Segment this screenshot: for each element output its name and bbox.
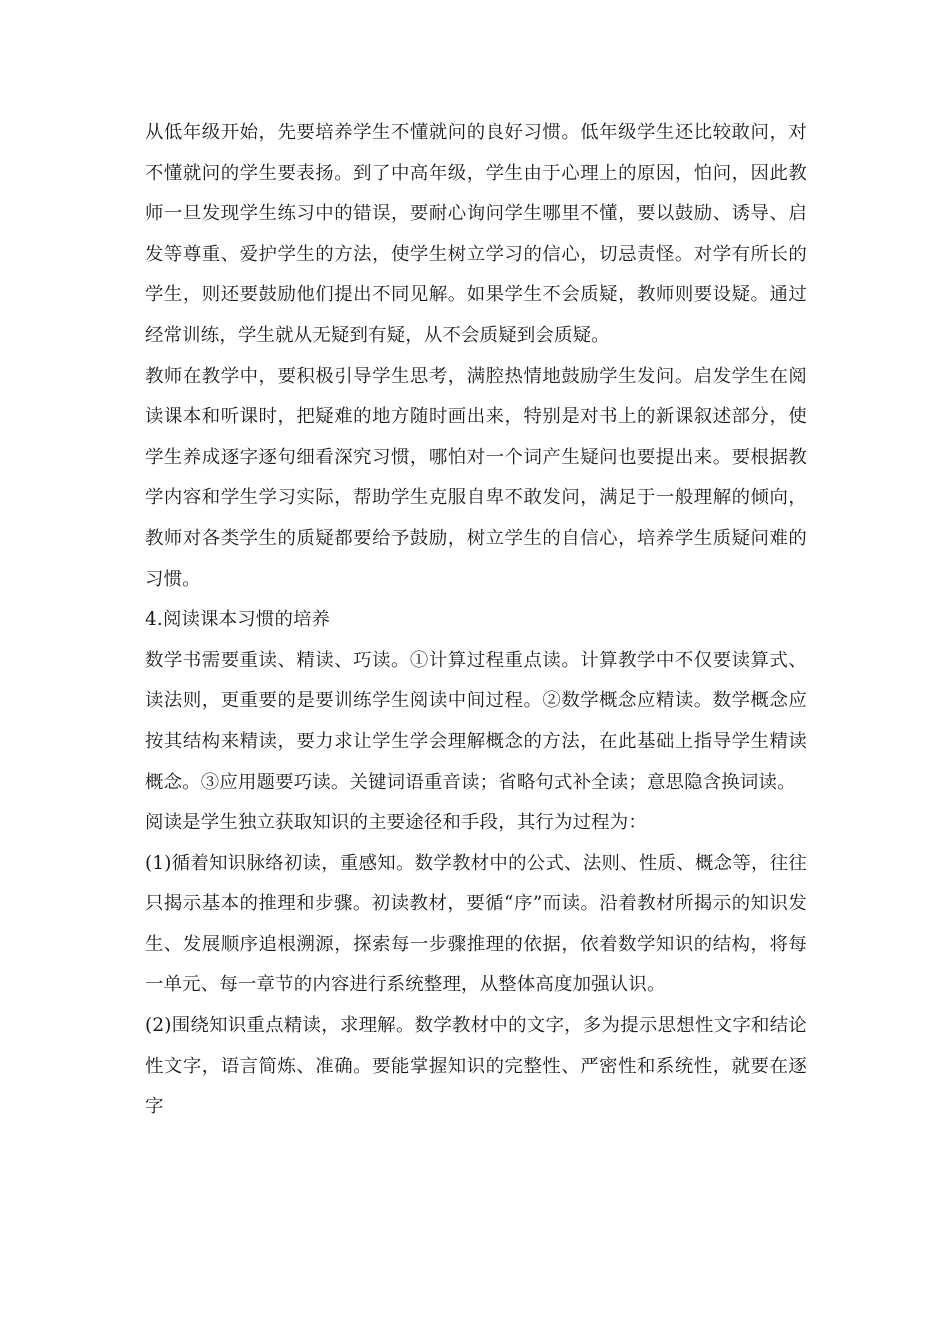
- paragraph-step-1: (1)循着知识脉络初读，重感知。数学教材中的公式、法则、性质、概念等，往往只揭示基本的推理和步骤。初读教材，要循“序”而读。沿着教材所揭示的知识发生、发展顺序追根溯源，探索每一步骤推理的依据，依着数学知识的结构，将每一单元、每一章节的内容进行系统整理，从整体高度加强认识。: [145, 852, 807, 996]
- paragraph-reading-methods: 数学书需要重读、精读、巧读。①计算过程重点读。计算教学中不仅要读算式、读法则，更重要的是要训练学生阅读中间过程。②数学概念应精读。数学概念应按其结构来精读，要力求让学生学会理解概念的方法，在此基础上指导学生精读概念。③应用题要巧读。关键词语重音读；省略句式补全读；意思隐含换词读。: [145, 649, 807, 793]
- paragraph-habit-asking: 从低年级开始，先要培养学生不懂就问的良好习惯。低年级学生还比较敢问，对不懂就问的学生要表扬。到了中高年级，学生由于心理上的原因，怕问，因此教师一旦发现学生练习中的错误，要耐心询问学生哪里不懂，要以鼓励、诱导、启发等尊重、爱护学生的方法，使学生树立学习的信心，切忌责怪。对学有所长的学生，则还要鼓励他们提出不同见解。如果学生不会质疑，教师则要设疑。通过经常训练，学生就从无疑到有疑，从不会质疑到会质疑。: [145, 122, 807, 346]
- section-heading-reading-habit: 4.阅读课本习惯的培养: [145, 609, 331, 631]
- paragraph-step-2: (2)围绕知识重点精读，求理解。数学教材中的文字，多为提示思想性文字和结论性文字，语言简炼、准确。要能掌握知识的完整性、严密性和系统性，就要在逐字: [145, 1015, 807, 1118]
- document-body: [145, 113, 807, 1128]
- paragraph-reading-process-intro: 阅读是学生独立获取知识的主要途径和手段，其行为过程为：: [145, 812, 647, 834]
- paragraph-teacher-guidance: 教师在教学中，要积极引导学生思考，满腔热情地鼓励学生发问。启发学生在阅读课本和听课时，把疑难的地方随时画出来，特别是对书上的新课叙述部分，使学生养成逐字逐句细看深究习惯，哪怕对一个词产生疑问也要提出来。要根据教学内容和学生学习实际，帮助学生克服自卑不敢发问，满足于一般理解的倾向，教师对各类学生的质疑都要给予鼓励，树立学生的自信心，培养学生质疑问难的习惯。: [145, 365, 807, 590]
